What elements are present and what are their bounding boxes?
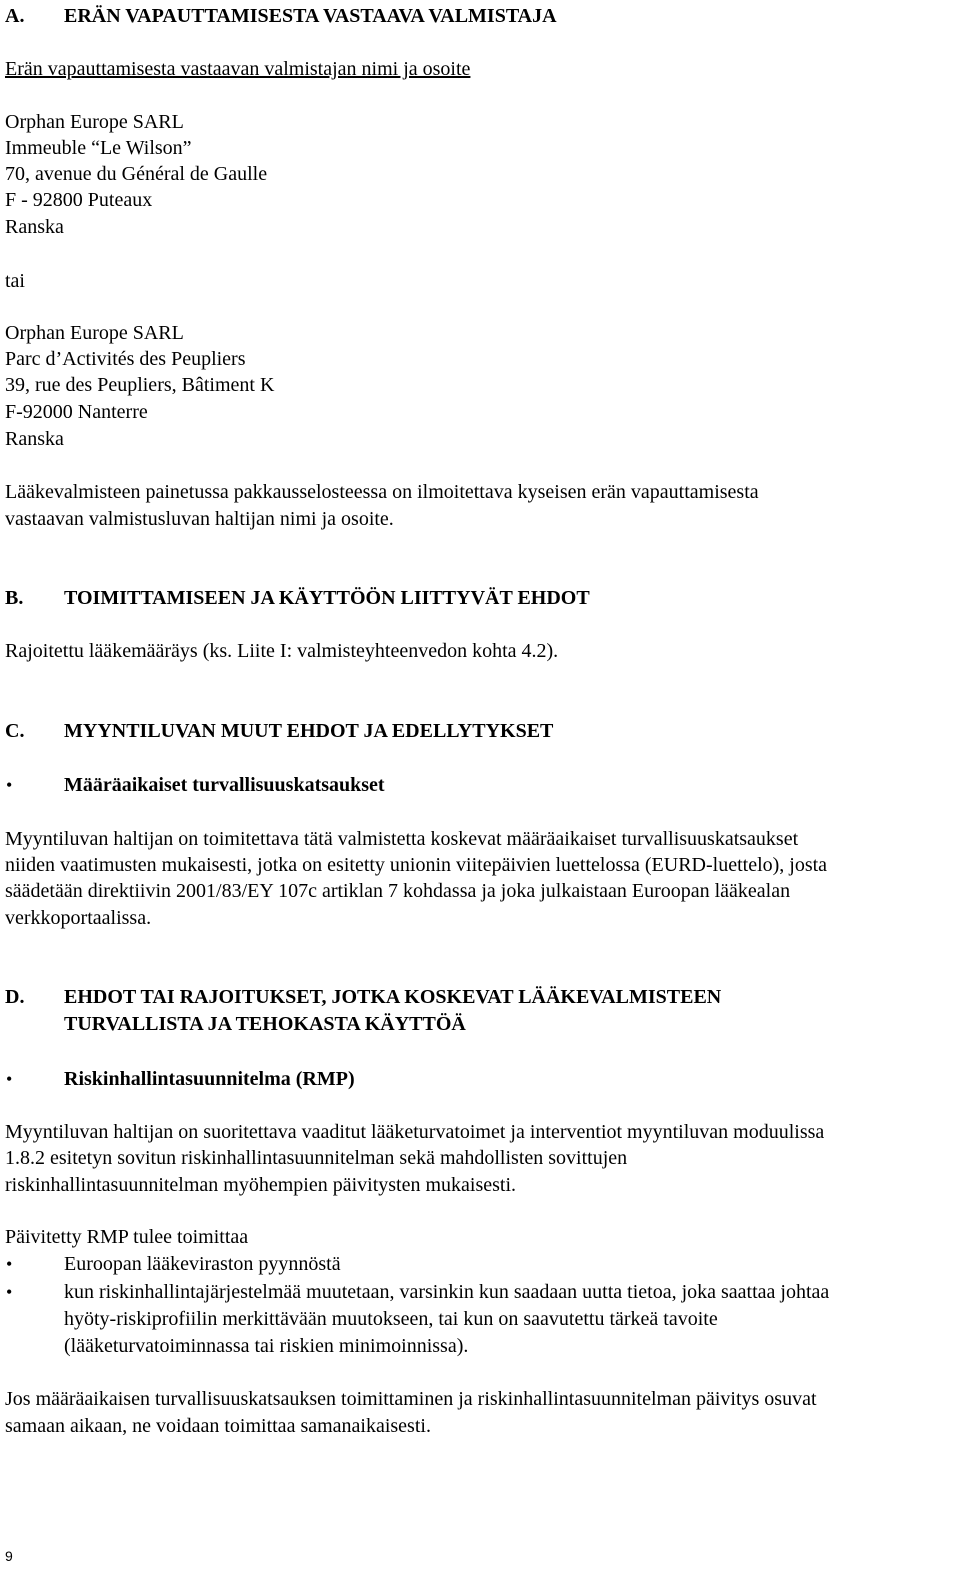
section-a-letter: A. [5,5,25,27]
list-item-text: (lääketurvatoiminnassa tai riskien minimoinnissa). [64,1335,469,1357]
section-a-title: ERÄN VAPAUTTAMISESTA VASTAAVA VALMISTAJA [64,5,557,27]
list-item-text: hyöty-riskiprofiilin merkittävään muutokseen, tai kun on saavutettu tärkeä tavoite [64,1308,718,1330]
section-d-title-line-1: EHDOT TAI RAJOITUKSET, JOTKA KOSKEVAT LÄÄKEVALMISTEEN [64,986,722,1008]
section-d-title-line-2: TURVALLISTA JA TEHOKASTA KÄYTTÖÄ [64,1013,466,1035]
paragraph-line: verkkoportaalissa. [5,907,152,929]
section-b-letter: B. [5,587,24,609]
address-line: 39, rue des Peupliers, Bâtiment K [5,374,275,396]
section-b-text: Rajoitettu lääkemääräys (ks. Liite I: valmisteyhteenvedon kohta 4.2). [5,640,559,662]
list-item-text: kun riskinhallintajärjestelmää muutetaan, varsinkin kun saadaan uutta tietoa, joka saattaa johtaa [64,1281,830,1303]
bullet-icon: • [6,775,13,795]
section-b-title: TOIMITTAMISEEN JA KÄYTTÖÖN LIITTYVÄT EHDOT [64,587,590,609]
address-line: Orphan Europe SARL [5,322,184,344]
address-line: Ranska [5,428,64,450]
section-a-subtitle: Erän vapauttamisesta vastaavan valmistajan nimi ja osoite [5,58,471,80]
section-c-title: MYYNTILUVAN MUUT EHDOT JA EDELLYTYKSET [64,720,554,742]
rmp-intro: Päivitetty RMP tulee toimittaa [5,1226,249,1248]
address-line: Orphan Europe SARL [5,111,184,133]
paragraph-line: säädetään direktiivin 2001/83/EY 107c artiklan 7 kohdassa ja joka julkaistaan Euroopan lääkealan [5,880,791,902]
bullet-icon: • [6,1254,13,1274]
address-line: Immeuble “Le Wilson” [5,137,192,159]
address-line: 70, avenue du Général de Gaulle [5,163,268,185]
address-line: F-92000 Nanterre [5,401,148,423]
note-line: Lääkevalmisteen painetussa pakkausselosteessa on ilmoitettava kyseisen erän vapauttamisesta [5,481,759,503]
page-number: 9 [5,1548,13,1564]
paragraph-line: samaan aikaan, ne voidaan toimittaa samanaikaisesti. [5,1415,431,1437]
address-line: Parc d’Activités des Peupliers [5,348,246,370]
section-d-letter: D. [5,986,25,1008]
note-line: vastaavan valmistusluvan haltijan nimi ja osoite. [5,508,394,530]
paragraph-line: Jos määräaikaisen turvallisuuskatsauksen toimittaminen ja riskinhallintasuunnitelman päivitys osuvat [5,1388,817,1410]
address-line: Ranska [5,216,64,238]
paragraph-line: Myyntiluvan haltijan on toimitettava tätä valmistetta koskevat määräaikaiset turvallisuuskatsaukset [5,828,799,850]
section-c-letter: C. [5,720,25,742]
paragraph-line: niiden vaatimusten mukaisesti, jotka on esitetty unionin viitepäivien luettelossa (EURD-luettelo), josta [5,854,828,876]
address-line: F - 92800 Puteaux [5,189,153,211]
bullet-icon: • [6,1282,13,1302]
paragraph-line: Myyntiluvan haltijan on suoritettava vaaditut lääketurvatoimet ja interventiot myyntiluvan moduulissa [5,1121,825,1143]
section-d-subheading: Riskinhallintasuunnitelma (RMP) [64,1068,355,1090]
section-c-subheading: Määräaikaiset turvallisuuskatsaukset [64,774,385,796]
paragraph-line: 1.8.2 esitetyn sovitun riskinhallintasuunnitelman sekä mahdollisten sovittujen [5,1147,628,1169]
bullet-icon: • [6,1069,13,1089]
paragraph-line: riskinhallintasuunnitelman myöhempien päivitysten mukaisesti. [5,1174,517,1196]
or-text: tai [5,270,25,292]
list-item-text: Euroopan lääkeviraston pyynnöstä [64,1253,341,1275]
